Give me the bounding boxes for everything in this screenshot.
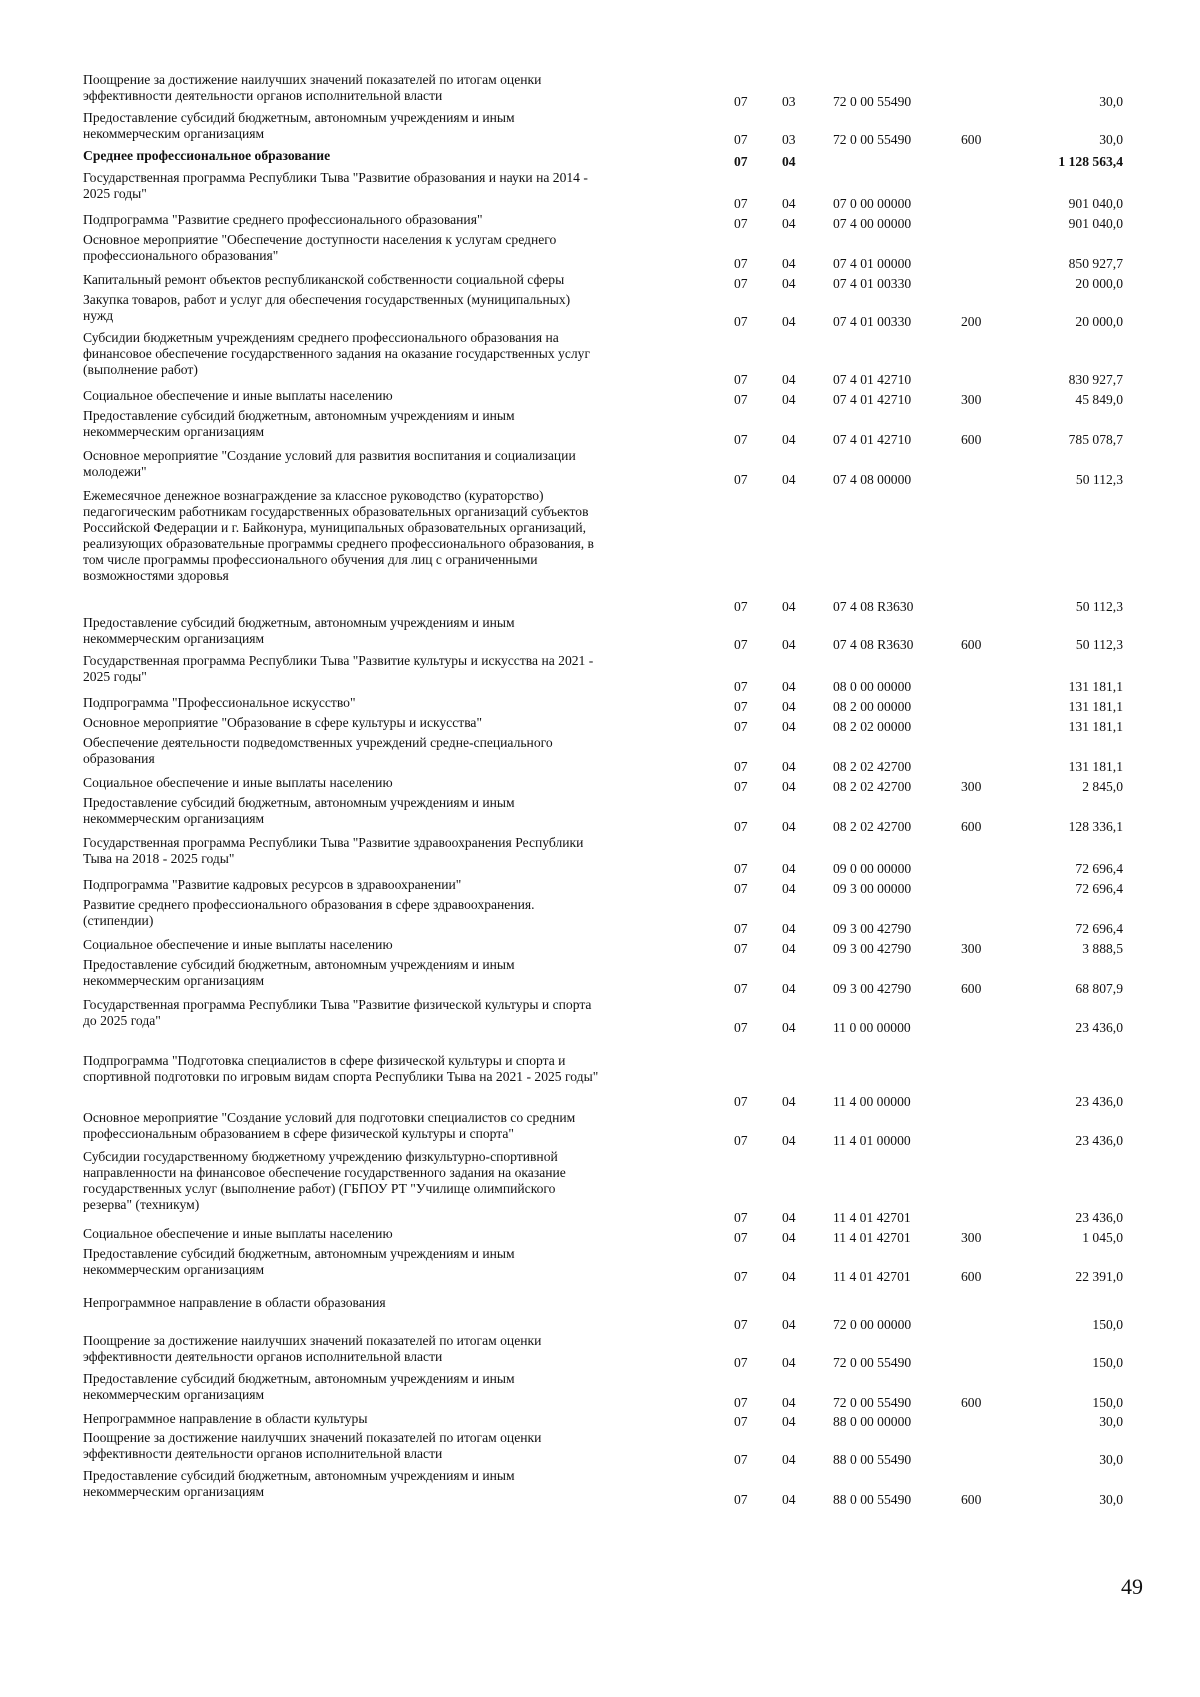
target-article-code: 09 3 00 00000 [833, 881, 912, 896]
section-code: 07 [734, 472, 748, 487]
subsection-code: 04 [782, 372, 796, 387]
section-code: 07 [734, 1414, 748, 1429]
amount: 72 696,4 [1075, 861, 1123, 876]
amount: 901 040,0 [1068, 216, 1123, 231]
section-code: 07 [734, 819, 748, 834]
expense-type-code: 300 [961, 779, 982, 794]
subsection-code: 04 [782, 392, 796, 407]
expense-type-code: 200 [961, 314, 982, 329]
section-code: 07 [734, 432, 748, 447]
subsection-code: 04 [782, 1317, 796, 1332]
table-row [83, 488, 1123, 615]
target-article-code: 07 4 08 R3630 [833, 637, 914, 652]
target-article-code: 09 0 00 00000 [833, 861, 912, 876]
table-row [83, 735, 1123, 775]
row-name: Государственная программа Республики Тыва "Развитие здравоохранения Республики Тыва на 2018 - 2025 годы" [83, 835, 584, 866]
expense-type-code: 600 [961, 1269, 982, 1284]
target-article-code: 07 4 01 42710 [833, 372, 912, 387]
amount: 830 927,7 [1068, 372, 1123, 387]
section-code: 07 [734, 1355, 748, 1370]
amount: 30,0 [1099, 1414, 1123, 1429]
subsection-code: 04 [782, 819, 796, 834]
expense-type-code: 600 [961, 1492, 982, 1507]
target-article-code: 07 4 00 00000 [833, 216, 912, 231]
target-article-code: 07 4 01 00330 [833, 276, 912, 291]
row-name: Предоставление субсидий бюджетным, автономным учреждениям и иным некоммерческим организациям [83, 408, 515, 439]
target-article-code: 07 4 01 00000 [833, 256, 912, 271]
row-name: Подпрограмма "Развитие среднего профессионального образования" [83, 212, 483, 227]
target-article-code: 08 2 02 00000 [833, 719, 912, 734]
subsection-code: 04 [782, 981, 796, 996]
target-article-code: 72 0 00 55490 [833, 94, 912, 109]
amount: 150,0 [1092, 1395, 1123, 1410]
target-article-code: 08 2 02 42700 [833, 819, 912, 834]
row-name: Субсидии бюджетным учреждениям среднего профессионального образования на финансовое обеспечение государственного задания на оказание государственных услуг (выполнение работ) [83, 330, 591, 377]
amount: 850 927,7 [1068, 256, 1123, 271]
table-row [83, 695, 1123, 715]
amount: 901 040,0 [1068, 196, 1123, 211]
row-name: Непрограммное направление в области культуры [83, 1411, 368, 1426]
row-name: Закупка товаров, работ и услуг для обеспечения государственных (муниципальных) нужд [83, 292, 571, 323]
row-name: Основное мероприятие "Создание условий для подготовки специалистов со средним профессиональным образованием в сфере физической культуры и спорта" [83, 1110, 576, 1141]
subsection-code: 04 [782, 196, 796, 211]
section-code: 07 [734, 699, 748, 714]
target-article-code: 07 4 01 42710 [833, 432, 912, 447]
subsection-code: 04 [782, 1269, 796, 1284]
subsection-code: 04 [782, 276, 796, 291]
section-code: 07 [734, 1210, 748, 1225]
amount: 131 181,1 [1068, 759, 1123, 774]
row-name: Среднее профессиональное образование [83, 148, 331, 163]
amount: 45 849,0 [1075, 392, 1123, 407]
target-article-code: 88 0 00 55490 [833, 1452, 912, 1467]
subsection-code: 04 [782, 861, 796, 876]
subsection-code: 04 [782, 1492, 796, 1507]
section-code: 07 [734, 719, 748, 734]
subsection-code: 04 [782, 719, 796, 734]
table-row [83, 1295, 1123, 1333]
table-row [83, 388, 1123, 408]
row-name: Поощрение за достижение наилучших значений показателей по итогам оценки эффективности деятельности органов исполнительной власти [83, 1333, 542, 1364]
amount: 1 128 563,4 [1058, 154, 1123, 169]
table-row [83, 1246, 1123, 1285]
table-row [83, 877, 1123, 897]
table-row [83, 1053, 1123, 1110]
amount: 23 436,0 [1075, 1020, 1123, 1035]
amount: 3 888,5 [1082, 941, 1123, 956]
table-row [83, 795, 1123, 835]
row-name: Капитальный ремонт объектов республиканской собственности социальной сферы [83, 272, 565, 287]
target-article-code: 09 3 00 42790 [833, 921, 912, 936]
target-article-code: 08 2 00 00000 [833, 699, 912, 714]
section-code: 07 [734, 276, 748, 291]
row-name: Государственная программа Республики Тыва "Развитие культуры и искусства на 2021 - 2025 годы" [83, 653, 594, 684]
table-row [83, 448, 1123, 488]
table-row [83, 272, 1123, 292]
section-code: 07 [734, 372, 748, 387]
table-row [83, 72, 1123, 110]
expense-type-code: 600 [961, 981, 982, 996]
expense-type-code: 600 [961, 819, 982, 834]
subsection-code: 04 [782, 314, 796, 329]
row-name: Предоставление субсидий бюджетным, автономным учреждениям и иным некоммерческим организациям [83, 1468, 515, 1499]
table-row [83, 1110, 1123, 1149]
section-code: 07 [734, 1269, 748, 1284]
table-row [83, 1411, 1123, 1430]
expense-type-code: 600 [961, 132, 982, 147]
amount: 68 807,9 [1075, 981, 1123, 996]
row-name: Социальное обеспечение и иные выплаты населению [83, 388, 393, 403]
subsection-code: 04 [782, 1395, 796, 1410]
target-article-code: 88 0 00 00000 [833, 1414, 912, 1429]
row-name: Государственная программа Республики Тыва "Развитие образования и науки на 2014 - 2025 годы" [83, 170, 588, 201]
amount: 50 112,3 [1075, 472, 1123, 487]
expense-type-code: 300 [961, 1230, 982, 1245]
subsection-code: 04 [782, 699, 796, 714]
target-article-code: 72 0 00 55490 [833, 1355, 912, 1370]
table-row [83, 715, 1123, 735]
expense-type-code: 300 [961, 941, 982, 956]
amount: 72 696,4 [1075, 881, 1123, 896]
row-name: Поощрение за достижение наилучших значений показателей по итогам оценки эффективности деятельности органов исполнительной власти [83, 72, 542, 103]
row-name: Государственная программа Республики Тыва "Развитие физической культуры и спорта до 2025 года" [83, 997, 592, 1028]
target-article-code: 11 0 00 00000 [833, 1020, 911, 1035]
subsection-code: 04 [782, 1355, 796, 1370]
row-name: Подпрограмма "Развитие кадровых ресурсов в здравоохранении" [83, 877, 462, 892]
target-article-code: 09 3 00 42790 [833, 981, 912, 996]
target-article-code: 11 4 01 00000 [833, 1133, 911, 1148]
section-code: 07 [734, 861, 748, 876]
amount: 2 845,0 [1082, 779, 1123, 794]
row-name: Социальное обеспечение и иные выплаты населению [83, 937, 393, 952]
row-name: Непрограммное направление в области образования [83, 1295, 386, 1310]
table-row [83, 110, 1123, 148]
section-code: 07 [734, 1230, 748, 1245]
subsection-code: 04 [782, 779, 796, 794]
amount: 30,0 [1099, 1492, 1123, 1507]
amount: 785 078,7 [1068, 432, 1123, 447]
row-name: Социальное обеспечение и иные выплаты населению [83, 1226, 393, 1241]
amount: 131 181,1 [1068, 719, 1123, 734]
target-article-code: 07 4 08 00000 [833, 472, 912, 487]
section-code: 07 [734, 256, 748, 271]
target-article-code: 72 0 00 55490 [833, 132, 912, 147]
subsection-code: 04 [782, 759, 796, 774]
section-code: 07 [734, 94, 748, 109]
section-code: 07 [734, 1395, 748, 1410]
expense-type-code: 300 [961, 392, 982, 407]
subsection-code: 04 [782, 1414, 796, 1429]
table-row [83, 615, 1123, 653]
table-row [83, 997, 1123, 1036]
target-article-code: 11 4 01 42701 [833, 1210, 911, 1225]
subsection-code: 03 [782, 94, 796, 109]
table-row [83, 937, 1123, 957]
amount: 150,0 [1092, 1317, 1123, 1332]
row-name: Социальное обеспечение и иные выплаты населению [83, 775, 393, 790]
row-name: Предоставление субсидий бюджетным, автономным учреждениям и иным некоммерческим организациям [83, 957, 515, 988]
amount: 72 696,4 [1075, 921, 1123, 936]
expense-type-code: 600 [961, 637, 982, 652]
section-code: 07 [734, 779, 748, 794]
subsection-code: 04 [782, 599, 796, 614]
section-code: 07 [734, 1020, 748, 1035]
amount: 30,0 [1099, 132, 1123, 147]
amount: 23 436,0 [1075, 1210, 1123, 1225]
section-code: 07 [734, 759, 748, 774]
section-code: 07 [734, 154, 748, 169]
section-code: 07 [734, 1133, 748, 1148]
table-row [83, 148, 1123, 170]
table-row [83, 232, 1123, 272]
section-code: 07 [734, 637, 748, 652]
target-article-code: 09 3 00 42790 [833, 941, 912, 956]
row-name: Предоставление субсидий бюджетным, автономным учреждениям и иным некоммерческим организациям [83, 1246, 515, 1277]
section-code: 07 [734, 941, 748, 956]
subsection-code: 04 [782, 921, 796, 936]
row-name: Основное мероприятие "Обеспечение доступности населения к услугам среднего профессионального образования" [83, 232, 557, 263]
target-article-code: 72 0 00 00000 [833, 1317, 912, 1332]
subsection-code: 04 [782, 637, 796, 652]
row-name: Субсидии государственному бюджетному учреждению физкультурно-спортивной направленности на финансовое обеспечение государственного задания на оказание государственных услуг (выполнение работ) (ГБПОУ РТ "Училище олимпийского резерва" (техникум) [83, 1149, 566, 1212]
section-code: 07 [734, 1452, 748, 1467]
subsection-code: 03 [782, 132, 796, 147]
table-row [83, 1333, 1123, 1371]
page-number: 49 [1121, 1574, 1143, 1599]
target-article-code: 11 4 01 42701 [833, 1230, 911, 1245]
target-article-code: 72 0 00 55490 [833, 1395, 912, 1410]
table-row [83, 1226, 1123, 1246]
subsection-code: 04 [782, 1020, 796, 1035]
target-article-code: 07 0 00 00000 [833, 196, 912, 211]
section-code: 07 [734, 599, 748, 614]
table-row [83, 212, 1123, 232]
row-name: Основное мероприятие "Создание условий для развития воспитания и социализации молодежи" [83, 448, 576, 479]
target-article-code: 11 4 01 42701 [833, 1269, 911, 1284]
amount: 50 112,3 [1075, 599, 1123, 614]
subsection-code: 04 [782, 1133, 796, 1148]
section-code: 07 [734, 981, 748, 996]
amount: 22 391,0 [1075, 1269, 1123, 1284]
subsection-code: 04 [782, 881, 796, 896]
row-name: Обеспечение деятельности подведомственных учреждений средне-специального образования [83, 735, 553, 766]
target-article-code: 08 0 00 00000 [833, 679, 912, 694]
amount: 20 000,0 [1075, 314, 1123, 329]
amount: 20 000,0 [1075, 276, 1123, 291]
table-row [83, 835, 1123, 877]
row-name: Ежемесячное денежное вознаграждение за классное руководство (кураторство) педагогическим работникам государственных образовательных организаций субъектов Российской Федерации и г. Байконура, муниципальных образовательных организаций, реализующих образовательные программы среднего профессионального образования, в том числе программы профессионального обучения для лиц с ограниченными возможностями здоровья [83, 488, 594, 583]
budget-table [83, 72, 1123, 1508]
table-row [83, 1149, 1123, 1226]
row-name: Предоставление субсидий бюджетным, автономным учреждениям и иным некоммерческим организациям [83, 795, 515, 826]
section-code: 07 [734, 1492, 748, 1507]
table-row [83, 1371, 1123, 1411]
subsection-code: 04 [782, 216, 796, 231]
subsection-code: 04 [782, 1094, 796, 1109]
section-code: 07 [734, 921, 748, 936]
table-row [83, 330, 1123, 388]
table-row [83, 653, 1123, 695]
expense-type-code: 600 [961, 432, 982, 447]
subsection-code: 04 [782, 472, 796, 487]
section-code: 07 [734, 132, 748, 147]
target-article-code: 08 2 02 42700 [833, 759, 912, 774]
subsection-code: 04 [782, 256, 796, 271]
row-name: Подпрограмма "Профессиональное искусство" [83, 695, 356, 710]
row-name: Основное мероприятие "Образование в сфере культуры и искусства" [83, 715, 483, 730]
row-name: Предоставление субсидий бюджетным, автономным учреждениям и иным некоммерческим организациям [83, 615, 515, 646]
amount: 128 336,1 [1068, 819, 1123, 834]
table-row [83, 775, 1123, 795]
table-row [83, 1430, 1123, 1468]
target-article-code: 08 2 02 42700 [833, 779, 912, 794]
amount: 131 181,1 [1068, 699, 1123, 714]
table-row [83, 957, 1123, 997]
target-article-code: 07 4 01 42710 [833, 392, 912, 407]
row-name: Подпрограмма "Подготовка специалистов в сфере физической культуры и спорта и спортивной подготовки по игровым видам спорта Республики Тыва на 2021 - 2025 годы" [83, 1053, 599, 1084]
amount: 50 112,3 [1075, 637, 1123, 652]
amount: 23 436,0 [1075, 1094, 1123, 1109]
target-article-code: 88 0 00 55490 [833, 1492, 912, 1507]
target-article-code: 07 4 08 R3630 [833, 599, 914, 614]
table-row [83, 170, 1123, 212]
amount: 23 436,0 [1075, 1133, 1123, 1148]
subsection-code: 04 [782, 1210, 796, 1225]
section-code: 07 [734, 1094, 748, 1109]
section-code: 07 [734, 679, 748, 694]
table-row [83, 408, 1123, 448]
subsection-code: 04 [782, 941, 796, 956]
section-code: 07 [734, 392, 748, 407]
row-name: Поощрение за достижение наилучших значений показателей по итогам оценки эффективности деятельности органов исполнительной власти [83, 1430, 542, 1461]
section-code: 07 [734, 1317, 748, 1332]
target-article-code: 07 4 01 00330 [833, 314, 912, 329]
amount: 30,0 [1099, 94, 1123, 109]
table-row [83, 1468, 1123, 1508]
expense-type-code: 600 [961, 1395, 982, 1410]
target-article-code: 11 4 00 00000 [833, 1094, 911, 1109]
section-code: 07 [734, 881, 748, 896]
row-name: Предоставление субсидий бюджетным, автономным учреждениям и иным некоммерческим организациям [83, 110, 515, 141]
section-code: 07 [734, 196, 748, 211]
subsection-code: 04 [782, 154, 796, 169]
amount: 30,0 [1099, 1452, 1123, 1467]
section-code: 07 [734, 216, 748, 231]
amount: 1 045,0 [1082, 1230, 1123, 1245]
row-name: Предоставление субсидий бюджетным, автономным учреждениям и иным некоммерческим организациям [83, 1371, 515, 1402]
row-name: Развитие среднего профессионального образования в сфере здравоохранения. (стипендии) [83, 897, 535, 928]
subsection-code: 04 [782, 1452, 796, 1467]
subsection-code: 04 [782, 679, 796, 694]
amount: 131 181,1 [1068, 679, 1123, 694]
table-row [83, 897, 1123, 937]
subsection-code: 04 [782, 1230, 796, 1245]
amount: 150,0 [1092, 1355, 1123, 1370]
subsection-code: 04 [782, 432, 796, 447]
table-row [83, 292, 1123, 330]
section-code: 07 [734, 314, 748, 329]
